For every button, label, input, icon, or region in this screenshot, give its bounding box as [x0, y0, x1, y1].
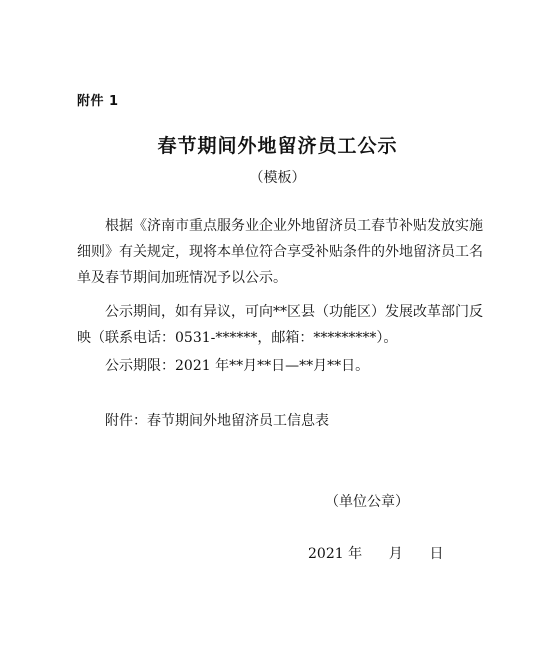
body-paragraph-1 — [77, 213, 487, 291]
paragraph-text: 公示期间，如有异议，可向**区县（功能区）发展改革部门反映（联系电话：0531-******，邮箱：*********）。 — [77, 304, 483, 346]
body-paragraph-3 — [77, 353, 487, 379]
attachment-label: 附件 1 — [77, 94, 119, 109]
seal-placeholder: （单位公章） — [325, 494, 409, 510]
document-subtitle: （模板） — [249, 170, 306, 186]
paragraph-text: 公示期限：2021 年**月**日—**月**日。 — [105, 358, 370, 374]
document-title: 春节期间外地留济员工公示 — [157, 135, 398, 157]
annex-line: 附件：春节期间外地留济员工信息表 — [105, 413, 329, 429]
paragraph-text: 根据《济南市重点服务业企业外地留济员工春节补贴发放实施细则》有关规定，现将本单位符合享受补贴条件的外地留济员工名单及春节期间加班情况予以公示。 — [77, 218, 483, 286]
date-line: 2021 年 月 日 — [308, 546, 444, 562]
body-paragraph-2 — [77, 299, 487, 351]
